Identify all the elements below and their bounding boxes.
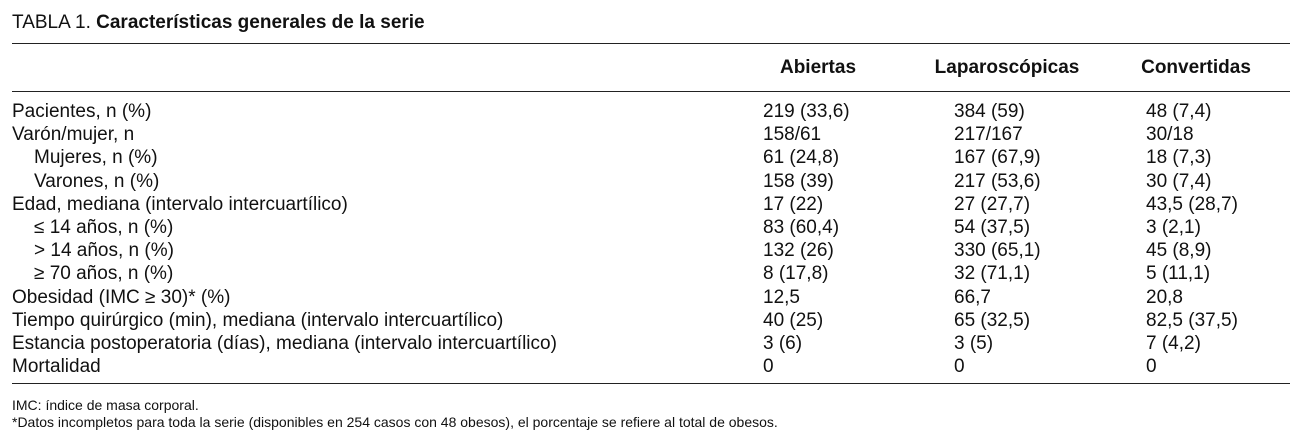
cell-abiertas: 132 (26): [763, 240, 834, 262]
cell-laparoscopicas: 54 (37,5): [954, 216, 1031, 238]
cell-abiertas: 0: [763, 356, 774, 378]
table-row: [12, 355, 1290, 378]
cell-abiertas: 17 (22): [763, 193, 824, 215]
footnote-incomplete-data: *Datos incompletos para toda la serie (disponibles en 254 casos con 48 obesos), el porcentaje se refiere al total de obesos.: [12, 414, 778, 430]
column-header-laparoscopicas: Laparoscópicas: [934, 57, 1080, 78]
cell-convertidas: 20,8: [1146, 286, 1183, 308]
row-label: ≤ 14 años, n (%): [34, 216, 174, 238]
row-label: Edad, mediana (intervalo intercuartílico): [12, 193, 348, 215]
cell-convertidas: 48 (7,4): [1146, 101, 1212, 122]
column-header-convertidas: Convertidas: [1141, 57, 1251, 78]
cell-convertidas: 45 (8,9): [1146, 240, 1212, 262]
bottom-rule: [12, 383, 1290, 384]
cell-convertidas: 5 (11,1): [1146, 263, 1211, 285]
cell-laparoscopicas: 217 (53,6): [954, 170, 1041, 192]
top-rule: [12, 43, 1290, 44]
table-row: [12, 309, 1290, 332]
table-title-text: Características generales de la serie: [96, 12, 425, 33]
table-row: [12, 216, 1290, 239]
cell-laparoscopicas: 0: [954, 356, 965, 378]
cell-laparoscopicas: 65 (32,5): [954, 309, 1031, 331]
cell-laparoscopicas: 384 (59): [954, 101, 1025, 122]
cell-convertidas: 0: [1146, 356, 1157, 378]
cell-abiertas: 40 (25): [763, 309, 824, 331]
table-row: [12, 239, 1290, 262]
header-rule: [12, 91, 1290, 92]
column-header-abiertas: Abiertas: [779, 57, 857, 78]
cell-convertidas: 30 (7,4): [1146, 170, 1212, 192]
table-title-prefix: TABLA 1.: [12, 12, 91, 33]
cell-laparoscopicas: 3 (5): [954, 332, 994, 354]
row-label: Varón/mujer, n: [12, 124, 135, 146]
cell-convertidas: 43,5 (28,7): [1146, 193, 1238, 215]
cell-abiertas: 158 (39): [763, 170, 834, 192]
row-label: > 14 años, n (%): [34, 240, 174, 262]
cell-abiertas: 12,5: [763, 286, 800, 308]
row-label: ≥ 70 años, n (%): [34, 263, 174, 285]
cell-abiertas: 61 (24,8): [763, 147, 840, 169]
row-label: Tiempo quirúrgico (min), mediana (intervalo intercuartílico): [12, 309, 504, 331]
cell-abiertas: 158/61: [763, 124, 822, 146]
row-label: Varones, n (%): [34, 170, 160, 192]
table-row: [12, 286, 1290, 309]
table-row: [12, 262, 1290, 285]
row-label: Mujeres, n (%): [34, 147, 158, 169]
cell-laparoscopicas: 167 (67,9): [954, 147, 1041, 169]
cell-laparoscopicas: 32 (71,1): [954, 263, 1031, 285]
cell-convertidas: 82,5 (37,5): [1146, 309, 1238, 331]
cell-convertidas: 7 (4,2): [1146, 332, 1201, 354]
cell-abiertas: 8 (17,8): [763, 263, 829, 285]
cell-abiertas: 219 (33,6): [763, 101, 850, 122]
cell-convertidas: 18 (7,3): [1146, 147, 1212, 169]
cell-abiertas: 83 (60,4): [763, 216, 840, 238]
table-row: [12, 146, 1290, 169]
table-body: [12, 100, 1290, 378]
cell-convertidas: 3 (2,1): [1146, 216, 1201, 238]
cell-laparoscopicas: 330 (65,1): [954, 240, 1041, 262]
cell-laparoscopicas: 217/167: [954, 124, 1023, 146]
table-row: [12, 193, 1290, 216]
table-row: [12, 332, 1290, 355]
table-row: [12, 123, 1290, 146]
cell-convertidas: 30/18: [1146, 124, 1194, 146]
row-label: Obesidad (IMC ≥ 30)* (%): [12, 286, 231, 308]
cell-laparoscopicas: 27 (27,7): [954, 193, 1031, 215]
table-row: [12, 100, 1290, 123]
table-row: [12, 170, 1290, 193]
cell-abiertas: 3 (6): [763, 332, 803, 354]
row-label: Mortalidad: [12, 356, 101, 378]
row-label: Pacientes, n (%): [12, 101, 152, 122]
table-title: [12, 12, 425, 34]
row-label: Estancia postoperatoria (días), mediana (intervalo intercuartílico): [12, 332, 557, 354]
cell-laparoscopicas: 66,7: [954, 286, 991, 308]
footnote-abbreviation: IMC: índice de masa corporal.: [12, 397, 199, 413]
